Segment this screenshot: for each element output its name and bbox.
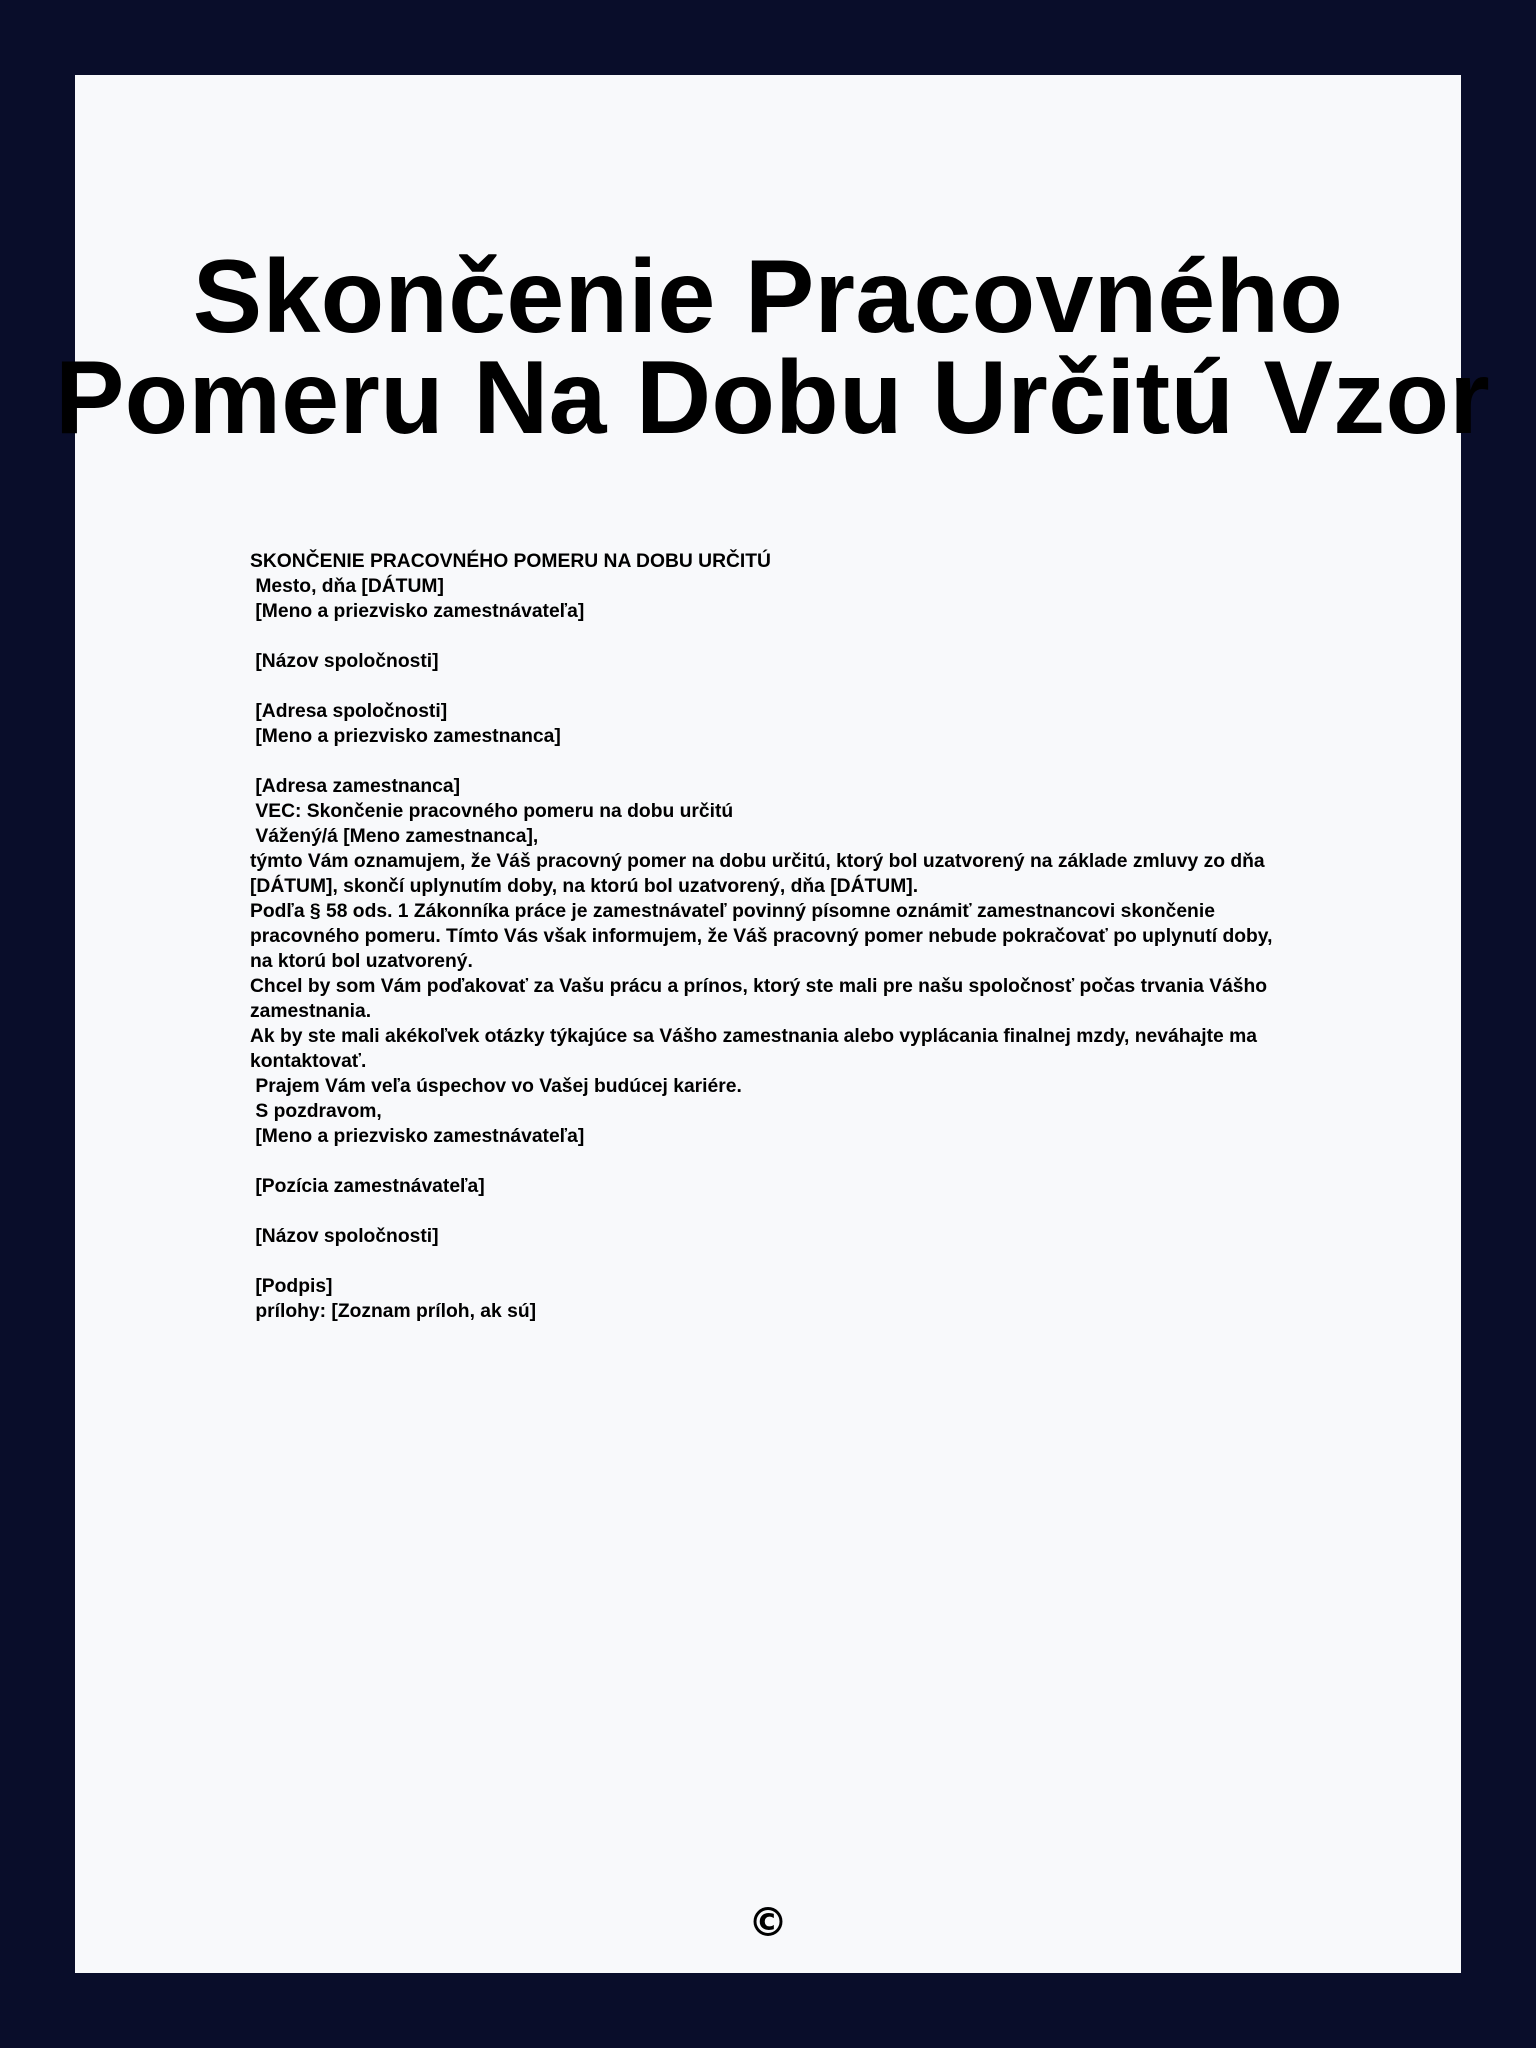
letter-body	[250, 549, 1280, 1324]
paragraph-legal-basis: Podľa § 58 ods. 1 Zákonníka práce je zamestnávateľ povinný písomne oznámiť zamestnancovi skončenie pracovného pomeru. Tímto Vás však informujem, že Váš pracovný pomer nebude pokračovať po uplynutí doby, na ktorú bol uzatvorený.	[250, 901, 1273, 972]
blank-line	[250, 674, 1280, 699]
blank-line	[250, 749, 1280, 774]
signer-company: [Názov spoločnosti]	[250, 1226, 439, 1247]
paragraph-thanks: Chcel by som Vám poďakovať za Vašu prácu a prínos, ktorý ste mali pre našu spoločnosť počas trvania Vášho zamestnania.	[250, 976, 1268, 1022]
company-name: [Názov spoločnosti]	[250, 651, 439, 672]
letter-heading: SKONČENIE PRACOVNÉHO POMERU NA DOBU URČITÚ	[250, 551, 771, 572]
letter-subject: VEC: Skončenie pracovného pomeru na dobu určitú	[250, 801, 734, 822]
blank-line	[250, 1149, 1280, 1174]
employee-address: [Adresa zamestnanca]	[250, 776, 461, 797]
attachments-line: prílohy: [Zoznam príloh, ak sú]	[250, 1301, 537, 1322]
page-title	[55, 239, 1491, 456]
page-title-line-1: Skončenie Pracovného	[192, 239, 1344, 355]
blank-line	[250, 624, 1280, 649]
employer-name: [Meno a priezvisko zamestnávateľa]	[250, 601, 585, 622]
page-title-line-2: Pomeru Na Dobu Určitú Vzor	[55, 340, 1491, 456]
signer-name: [Meno a priezvisko zamestnávateľa]	[250, 1126, 585, 1147]
paragraph-notice: týmto Vám oznamujem, že Váš pracovný pomer na dobu určitú, ktorý bol uzatvorený na základe zmluvy zo dňa [DÁTUM], skončí uplynutím doby, na ktorú bol uzatvorený, dňa [DÁTUM].	[250, 851, 1265, 897]
company-address: [Adresa spoločnosti]	[250, 701, 448, 722]
letter-closing: S pozdravom,	[250, 1101, 382, 1122]
employee-name: [Meno a priezvisko zamestnanca]	[250, 726, 561, 747]
place-date: Mesto, dňa [DÁTUM]	[250, 576, 444, 597]
document-page	[55, 75, 1491, 1973]
blank-line	[250, 1249, 1280, 1274]
signature-line: [Podpis]	[250, 1276, 333, 1297]
copyright-icon: ©	[748, 1900, 788, 1946]
letter-wish: Prajem Vám veľa úspechov vo Vašej budúcej kariére.	[250, 1076, 742, 1097]
letter-salutation: Vážený/á [Meno zamestnanca],	[250, 826, 539, 847]
signer-position: [Pozícia zamestnávateľa]	[250, 1176, 485, 1197]
blank-line	[250, 1199, 1280, 1224]
paragraph-contact: Ak by ste mali akékoľvek otázky týkajúce sa Vášho zamestnania alebo vyplácania finalnej mzdy, neváhajte ma kontaktovať.	[250, 1026, 1257, 1072]
